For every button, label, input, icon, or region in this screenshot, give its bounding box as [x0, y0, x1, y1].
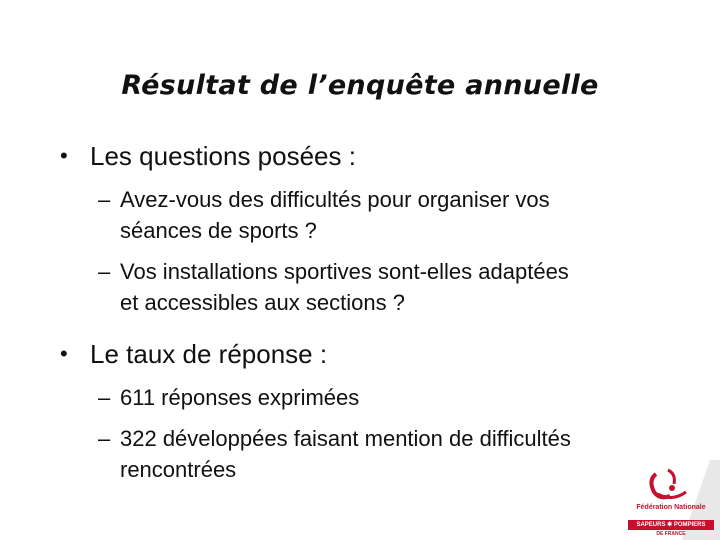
- bullet-label: Le taux de réponse :: [90, 339, 328, 369]
- sub-bullet: [98, 382, 680, 413]
- sub-bullet-line: Vos installations sportives sont-elles adaptées: [120, 259, 569, 284]
- slide-title: Résultat de l’enquête annuelle: [121, 70, 599, 101]
- bullet-list: [60, 138, 680, 485]
- sub-bullet: [98, 256, 680, 318]
- dash-icon: –: [98, 259, 111, 284]
- logo-line-federation: Fédération Nationale: [636, 504, 706, 511]
- sub-bullet: [98, 184, 680, 246]
- sub-bullet-line: Avez-vous des difficultés pour organiser vos: [120, 187, 550, 212]
- sub-bullet-line: séances de sports ?: [120, 218, 317, 243]
- dash-icon: –: [98, 187, 111, 212]
- bullet-icon: •: [60, 143, 68, 168]
- logo-line-de-france: DE FRANCE: [656, 531, 686, 537]
- sub-bullet: [98, 423, 680, 485]
- bullet-label: Les questions posées :: [90, 141, 356, 171]
- bullet-questions: [60, 138, 680, 174]
- bullet-response-rate: [60, 336, 680, 372]
- dash-icon: –: [98, 426, 111, 451]
- sub-bullet-line: 322 développées faisant mention de difficultés: [120, 426, 571, 451]
- sub-bullet-line: 611 réponses exprimées: [120, 385, 360, 410]
- bullet-icon: •: [60, 341, 68, 366]
- dash-icon: –: [98, 385, 111, 410]
- sub-bullet-line: et accessibles aux sections ?: [120, 290, 405, 315]
- sub-bullet-line: rencontrées: [120, 457, 237, 482]
- logo-line-sapeurs-pompiers: SAPEURS ✱ POMPIERS: [628, 520, 714, 530]
- federation-logo: [622, 460, 720, 540]
